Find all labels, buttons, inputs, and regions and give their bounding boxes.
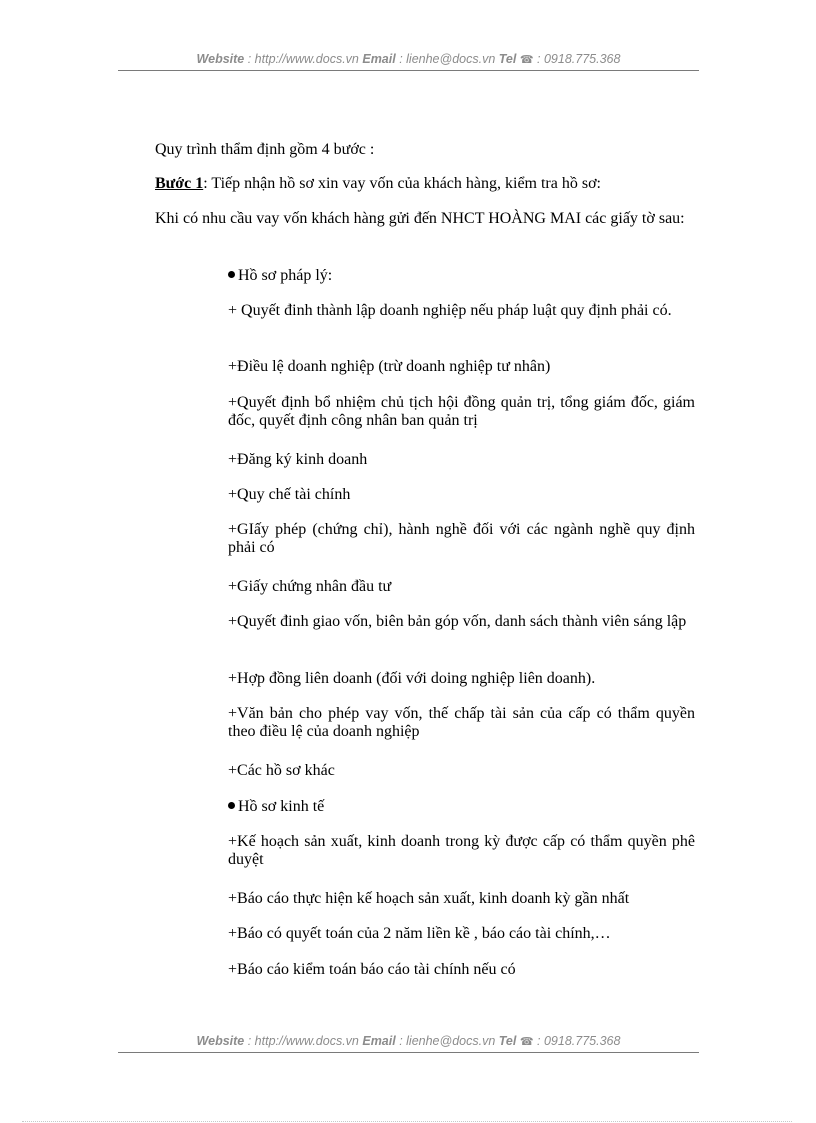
bullet-icon [228,802,235,809]
page-footer [118,1034,699,1048]
footer-divider [118,1052,699,1053]
bullet-economic-docs: Hồ sơ kinh tế [228,798,695,816]
list-item: +Điều lệ doanh nghiệp (trừ doanh nghiệp tư nhân) [228,358,551,375]
list-item: +Giấy chứng nhân đầu tư [228,578,392,595]
email-address[interactable]: : lienhe@docs.vn [395,1034,499,1048]
page-header [118,52,699,66]
tel-label: Tel [498,1034,517,1048]
tel-number: : 0918.775.368 [533,52,621,66]
list-item: +Văn bản cho phép vay vốn, thế chấp tài sản của cấp có thẩm quyền theo điều lệ của doanh nghiệp [228,705,695,740]
email-address[interactable]: : lienhe@docs.vn [395,52,499,66]
list-item: + Quyết đinh thành lập doanh nghiệp nếu pháp luật quy định phải có. [228,302,672,319]
list-item: +Quyết định bổ nhiệm chủ tịch hội đồng quản trị, tổng giám đốc, giám đốc, quyết định công nhân ban quản trị [228,394,695,429]
tel-label: Tel [498,52,517,66]
header-divider [118,70,699,71]
list-item: +Các hồ sơ khác [228,762,335,779]
phone-icon: ☎ [519,1036,534,1048]
paragraph-1: Khi có nhu cầu vay vốn khách hàng gửi đến NHCT HOÀNG MAI các giấy tờ sau: [155,210,685,227]
step1-paragraph [118,175,695,193]
step1-text: : Tiếp nhận hồ sơ xin vay vốn của khách hàng, kiểm tra hồ sơ: [203,175,601,192]
intro-text: Quy trình thẩm định gồm 4 bước : [155,141,375,158]
website-label: Website [196,52,245,66]
email-label: Email [362,1034,396,1048]
step1-label: Bước 1 [155,175,204,192]
tel-number: : 0918.775.368 [533,1034,621,1048]
page-edge-dotted-line [22,1121,792,1122]
bullet-icon [228,271,235,278]
email-label: Email [362,52,396,66]
website-url[interactable]: : http://www.docs.vn [244,52,363,66]
list-item: +Quyết đinh giao vốn, biên bản góp vốn, danh sách thành viên sáng lập [228,613,687,630]
website-label: Website [196,1034,245,1048]
list-item: +GIấy phép (chứng chỉ), hành nghề đối với các ngành nghề quy định phải có [228,521,695,556]
list-item: +Quy chế tài chính [228,486,351,503]
phone-icon: ☎ [519,54,534,66]
list-item: +Đăng ký kinh doanh [228,451,368,468]
list-item: +Báo có quyết toán của 2 năm liền kề , báo cáo tài chính,… [228,925,611,942]
list-item: +Báo cáo thực hiện kế hoạch sản xuất, kinh doanh kỳ gần nhất [228,890,630,907]
bullet-legal-docs: Hồ sơ pháp lý: [228,267,695,285]
list-item: +Hợp đồng liên doanh (đối với doing nghiệp liên doanh). [228,670,596,687]
list-item: +Báo cáo kiểm toán báo cáo tài chính nếu có [228,961,516,978]
website-url[interactable]: : http://www.docs.vn [244,1034,363,1048]
list-item: +Kế hoạch sản xuất, kinh doanh trong kỳ được cấp có thẩm quyền phê duyệt [228,833,695,868]
